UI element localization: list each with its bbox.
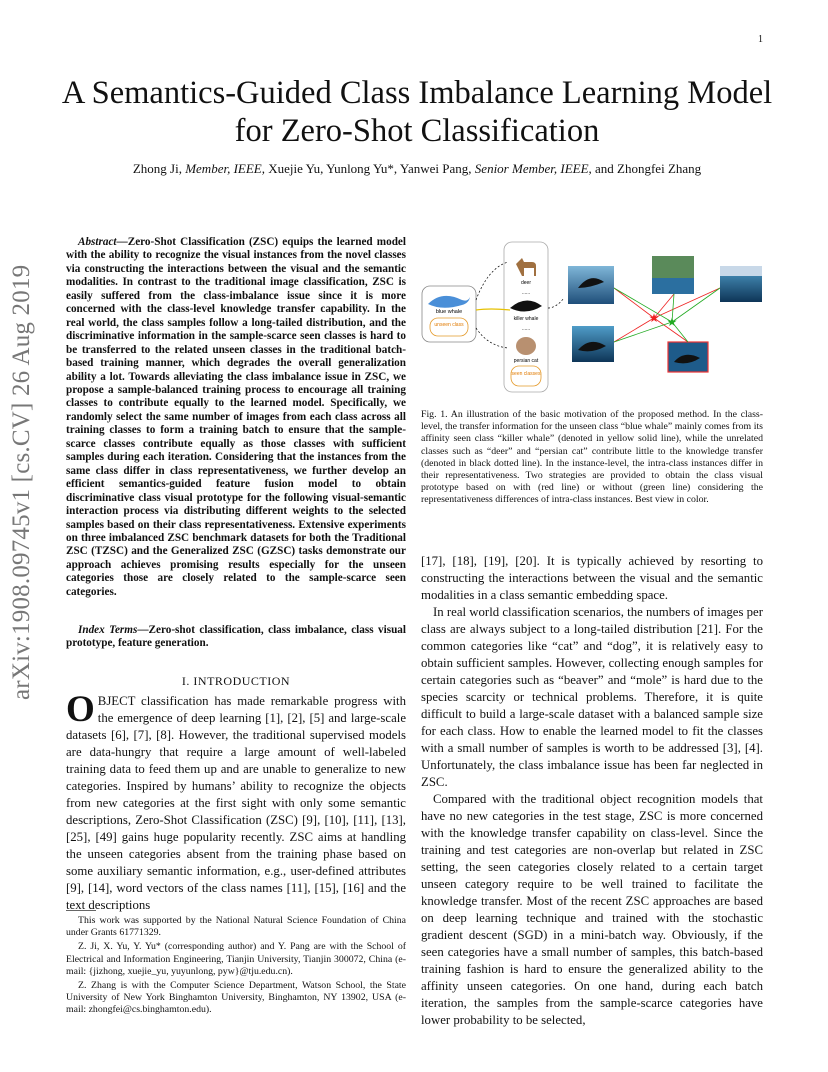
right-paragraph-knowledge-transfer: Compared with the traditional object recognition models that have no new categories in the test stage, ZSC is more concerned with the knowledge transfer capability on class-level. Since the training and test categories are non-overlap but related in ZSC setting, the seen categories closely related to a certain target unseen category require to be well trained to facilitate the knowledge transfer. Most of the recent ZSC approaches are based on deep learning technique and trained with the stochastic gradient descent (SGD) in a mini-batch way. Obviously, if the seen categories have a small number of samples, this batch-based training fashion is hard to ensure the generalized ability to the affinity unseen categories. On one hand, during each batch iteration, the samples from the sample-scarce categories have lower probability to be selected, <box>421 792 763 1027</box>
label-seen-classes: seen classes <box>511 371 541 377</box>
abstract-lead: Abstract <box>78 236 117 248</box>
author-1-role: Member, IEEE, <box>185 161 265 176</box>
figure-1 <box>418 238 764 398</box>
figure-1-graphic <box>418 238 764 398</box>
index-terms <box>66 624 406 651</box>
footnote-affiliation-2: Z. Zhang is with the Computer Science Department, Watson School, the State University of New York Binghamton University, Binghamton, NY 13902, USA (e-mail: zhongfei@cs.binghamton.edu). <box>66 980 406 1016</box>
figure-1-caption: Fig. 1. An illustration of the basic motivation of the proposed method. In the class-level, the transfer information for the unseen class “blue whale” mainly comes from its affinity seen class “killer whale” (denoted in yellow solid line), while the unrelated classes such as “deer” and “persian cat” contribute little to the knowledge transfer (denoted in black dotted line). In the instance-level, the intra-class instances differ in their representativeness. Two strategies are provided to obtain the class visual prototype based on with (red line) or without (green line) considering the representativeness differences of intra-class instances. Best view in color. <box>421 409 763 506</box>
dots-2: ...... <box>521 326 531 332</box>
unseen-class-box <box>422 286 476 342</box>
introduction-text: BJECT classification has made remarkable progress with the emergence of deep learning [1], [2], [5] and large-scale datasets [6], [7], [8]. However, the traditional supervised models are data-hungry that require a large amount of well-labeled training data to feed them up and are unable to generalize to new categories. Inspired by humans’ ability to recognize the objects from new categories at the first sight with only some semantic descriptions, Zero-Shot Classification (ZSC) [9], [10], [11], [13], [25], [49] gains huge popularity recently. ZSC aims at handling the unseen categories absent from the training phase based on some auxiliary semantic information, e.g., user-defined attributes [9], [14], word vectors of the class names [11], [15], [16] and the text descriptions <box>66 694 406 912</box>
persian-cat-icon <box>516 337 536 355</box>
index-terms-lead: Index Terms <box>78 624 138 636</box>
footnote-rule <box>66 910 96 911</box>
page-number: 1 <box>758 34 763 45</box>
abstract <box>66 236 406 599</box>
footnote-funding: This work was supported by the National Natural Science Foundation of China under Grants 61771329. <box>66 915 406 939</box>
label-unseen-class: unseen class <box>434 322 464 328</box>
author-1: Zhong Ji, <box>132 161 186 176</box>
label-deer: deer <box>520 280 532 286</box>
seen-classes-box <box>504 242 548 392</box>
dots-1: ...... <box>521 290 531 296</box>
drop-cap: O <box>66 689 95 730</box>
green-star-icon: ★ <box>666 315 678 329</box>
footnotes <box>66 915 406 1019</box>
author-2: Xuejie Yu, Yunlong Yu*, Yanwei Pang, <box>264 161 475 176</box>
right-paragraph-continuation: [17], [18], [19], [20]. It is typically achieved by resorting to constructing the interactions between the visual and the semantic modalities in a class semantic embedding space. <box>421 554 763 602</box>
footnote-affiliation-1: Z. Ji, X. Yu, Y. Yu* (corresponding author) and Y. Pang are with the School of Electrical and Information Engineering, Tianjin University, Tianjin 300072, China (e-mail: {jizhong, xuejie_yu, yuyunlong, pyw}@tju.edu.cn). <box>66 941 406 977</box>
paper-title: A Semantics-Guided Class Imbalance Learning Model for Zero-Shot Classification <box>61 75 773 149</box>
author-list <box>50 161 784 177</box>
label-persian-cat: persian cat <box>513 358 539 364</box>
author-2-role: Senior Member, IEEE, <box>474 161 592 176</box>
introduction-paragraph <box>66 689 406 914</box>
right-paragraph-long-tailed: In real world classification scenarios, the numbers of images per class are always subject to a long-tailed distribution [21]. For the common categories like “cat” and “dog”, it is relatively easy to obtain sufficient samples. However, collecting enough samples for certain categories such as “beaver” and “mole” is hard due to the species scarcity or technical problems. Therefore, it is quite difficult to build a large-scale dataset with a balanced sample size for each class. How to enable the learned model to fit the classes with a small number of samples is worth to be addressed [3], [4]. Unfortunately, the class imbalance issue has been far neglected in ZSC. <box>421 605 763 789</box>
author-3: and Zhongfei Zhang <box>591 161 702 176</box>
red-star-icon: ★ <box>648 311 660 325</box>
label-blue-whale: blue whale <box>435 309 463 315</box>
arxiv-identifier[interactable]: arXiv:1908.09745v1 [cs.CV] 26 Aug 2019 <box>8 264 35 700</box>
label-killer-whale: killer whale <box>513 316 539 322</box>
index-terms-text: —Zero-shot classification, class imbalance, class visual prototype, feature generation. <box>66 624 406 650</box>
section-heading-introduction: I. INTRODUCTION <box>181 674 291 688</box>
abstract-text: —Zero-Shot Classification (ZSC) equips the learned model with the ability to recognize the visual instances from the novel classes via constructing the interactions between the visual and the semantic modalities. In contrast to the traditional image classification, ZSC is easily suffered from the class-imbalance issue since it is more concerned with the class-level knowledge transfer capability. In the real world, the class samples follow a long-tailed distribution, and the discriminative information in the sample-scarce seen classes is hard to be transferred to the related unseen classes in the traditional batch-based training manner, which degrades the overall generalization ability a lot. Towards alleviating the class imbalance issue in ZSC, we propose a sample-balanced training process to encourage all training classes to contribute equally to the learned model. Specifically, we randomly select the same number of images from each class across all training classes to form a training batch to ensure that the sample-scarce classes contribute equally as those classes with sufficient samples during each iteration. Considering that the instances from the same class differ in class representativeness, we further develop an efficient semantics-guided feature fusion model to obtain discriminative class visual prototype for the following visual-semantic interaction process via distributing different weights to the selected samples based on their class representativeness. Extensive experiments on three imbalanced ZSC benchmark datasets for both the Traditional ZSC (TZSC) and the Generalized ZSC (GZSC) tasks demonstrate our approach achieves promising results especially for the unseen categories those are closely related to the sample-scarce seen categories. <box>66 236 406 598</box>
right-column-text <box>421 553 763 1029</box>
